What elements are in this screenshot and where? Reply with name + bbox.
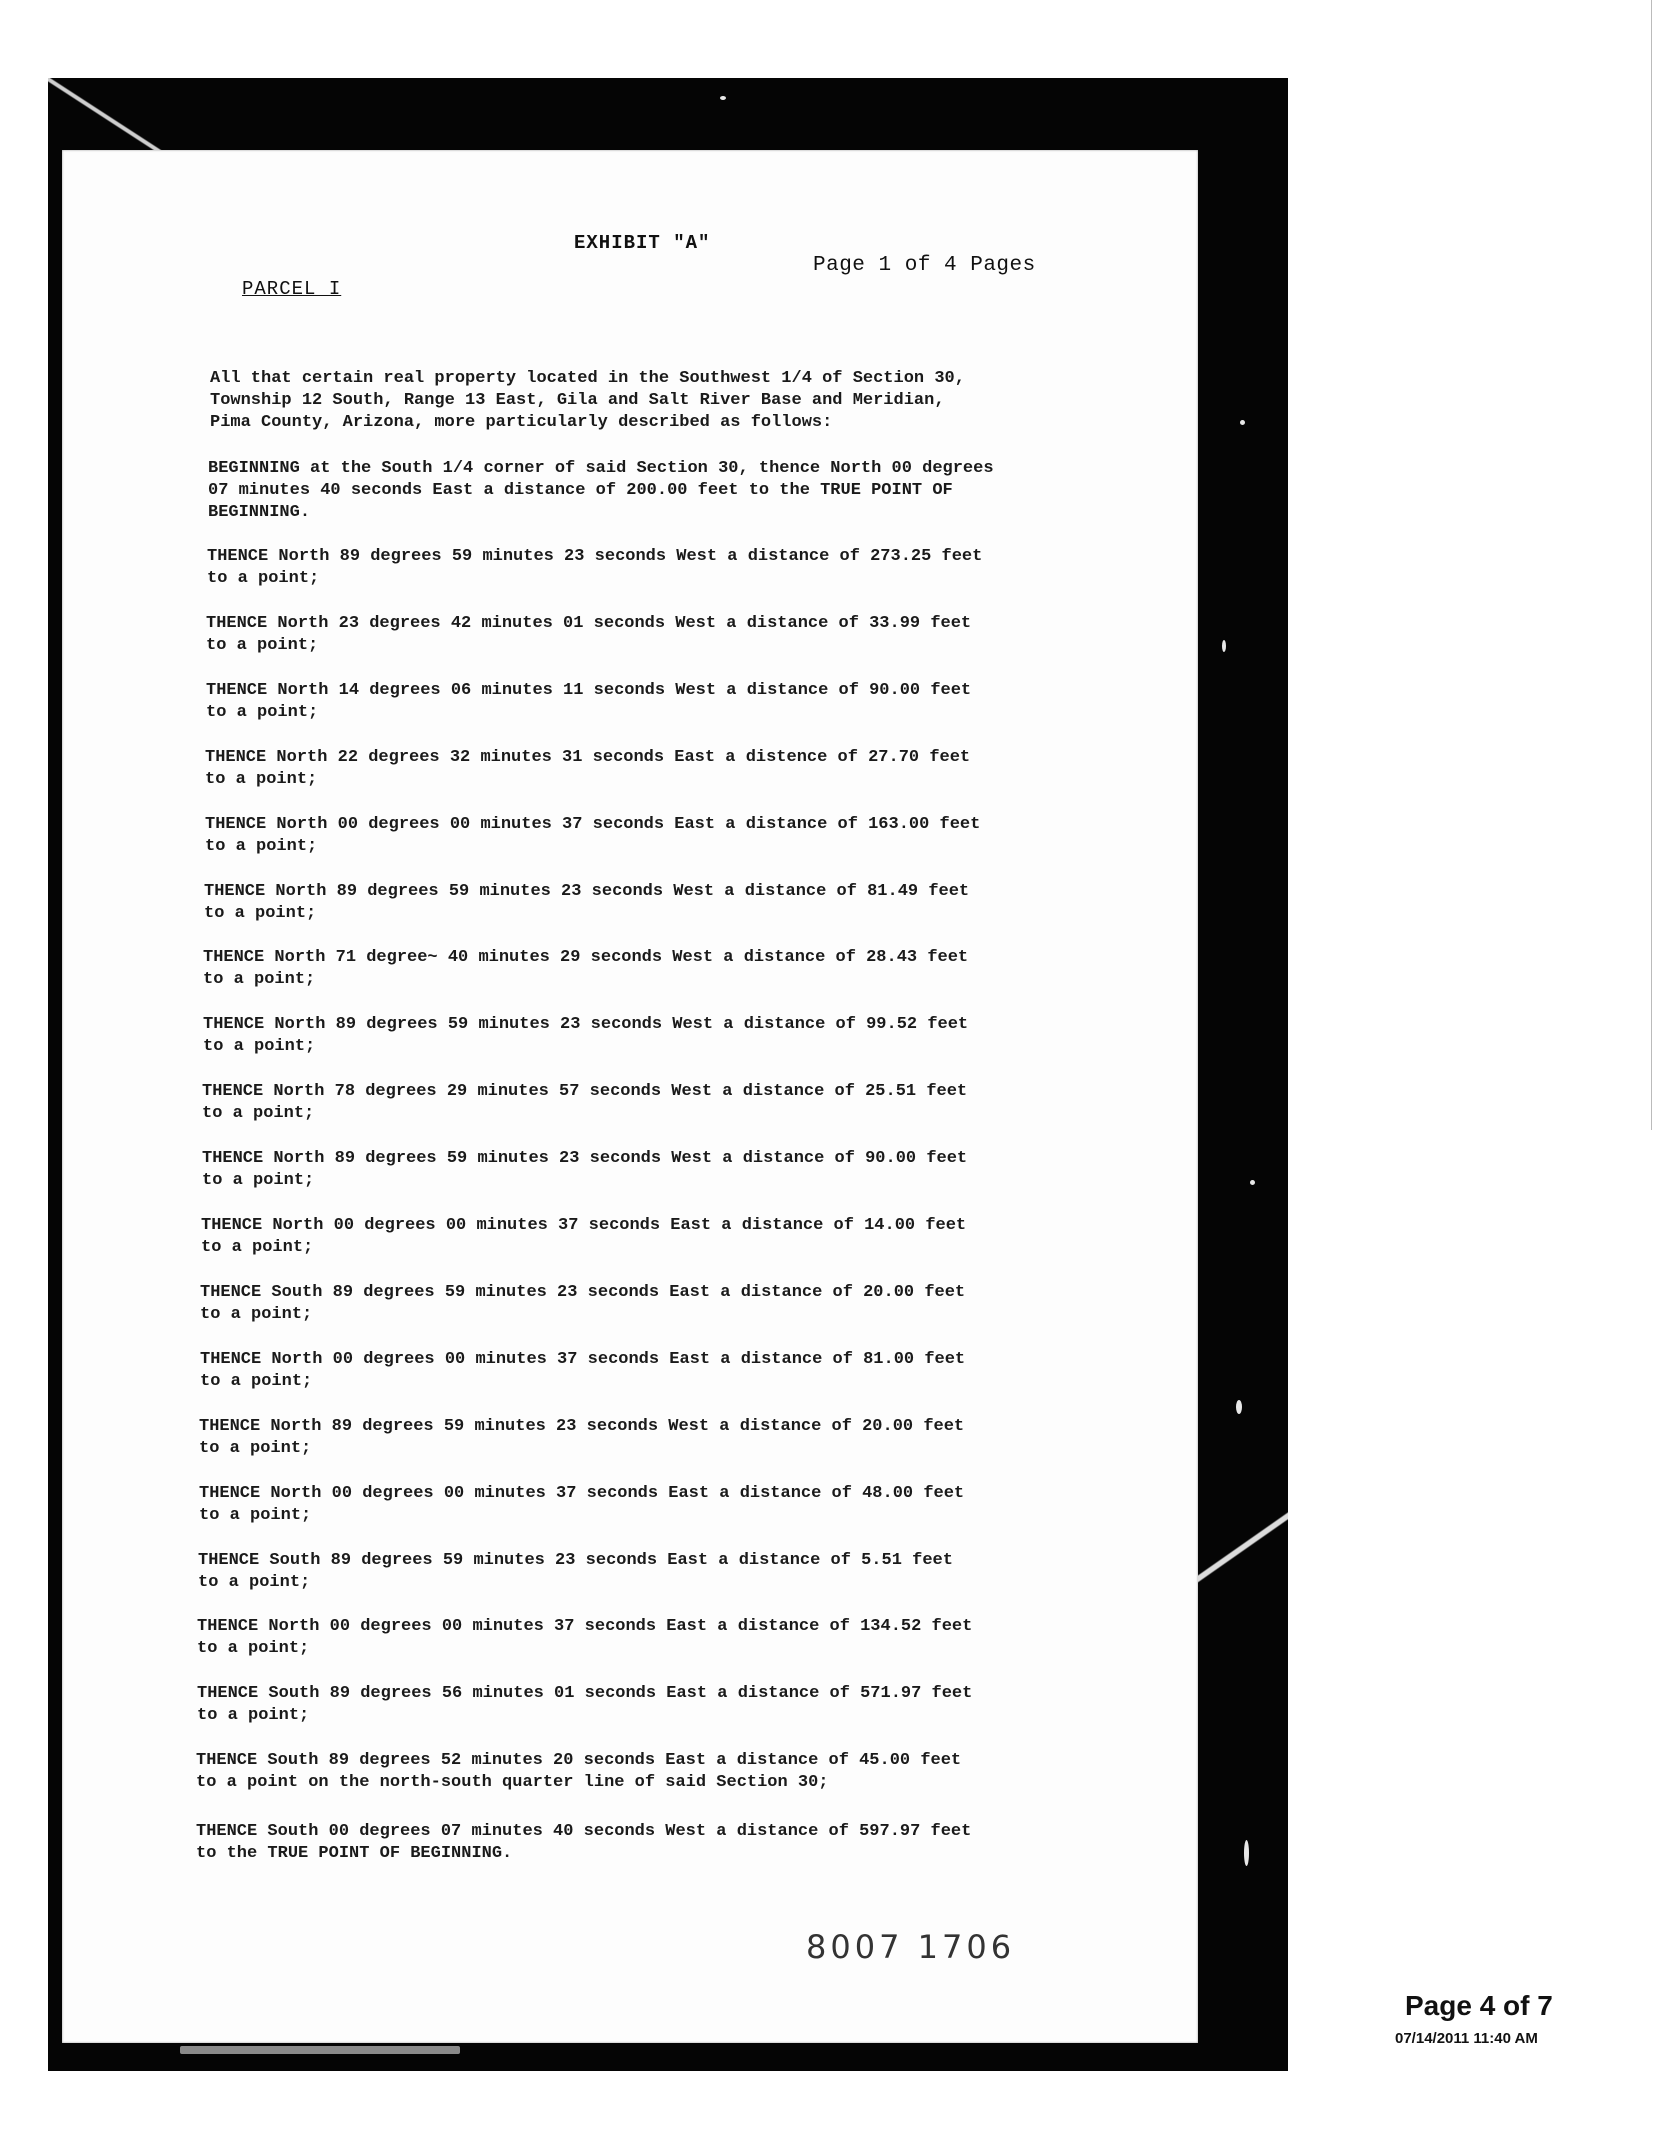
- thence-call: THENCE North 89 degrees 59 minutes 23 seconds West a distance of 273.25 feet to a point;: [207, 547, 983, 588]
- thence-call: THENCE North 22 degrees 32 minutes 31 seconds East a distence of 27.70 feet to a point;: [205, 747, 971, 789]
- thence-call: THENCE North 78 degrees 29 minutes 57 seconds West a distance of 25.51 feet to a point;: [202, 1082, 968, 1124]
- thence-call: THENCE North 00 degrees 00 minutes 37 seconds East a distance of 134.52 feet to a point;: [197, 1617, 973, 1659]
- thence-call: THENCE South 00 degrees 07 minutes 40 seconds West a distance of 597.97 feet to the TRUE POINT OF BEGINNING.: [196, 1822, 972, 1864]
- thence-call: THENCE North 89 degrees 59 minutes 23 seconds West a distance of 99.52 feet to a point;: [203, 1015, 969, 1057]
- scan-speck: [180, 2046, 460, 2054]
- scan-speck: [720, 96, 726, 100]
- scan-speck: [1240, 420, 1245, 425]
- scan-speck: [1222, 640, 1226, 652]
- thence-call: THENCE North 00 degrees 00 minutes 37 seconds East a distance of 14.00 feet to a point;: [201, 1216, 967, 1257]
- parcel-heading: PARCEL I: [242, 278, 342, 300]
- exhibit-title: EXHIBIT "A": [574, 232, 711, 254]
- right-margin-rule: [1651, 0, 1652, 1130]
- thence-call: THENCE South 89 degrees 59 minutes 23 seconds East a distance of 5.51 feet to a point;: [198, 1550, 953, 1592]
- thence-call: THENCE North 89 degrees 59 minutes 23 seconds West a distance of 20.00 feet to a point;: [199, 1416, 965, 1458]
- thence-call: THENCE North 89 degrees 59 minutes 23 seconds West a distance of 90.00 feet to a point;: [202, 1149, 968, 1191]
- thence-call: THENCE North 00 degrees 00 minutes 37 seconds East a distance of 48.00 feet to a point;: [199, 1483, 965, 1525]
- thence-call: THENCE North 00 degrees 00 minutes 37 seconds East a distance of 163.00 feet to a point;: [205, 814, 981, 856]
- document-number: 8007 1706: [806, 1928, 1016, 1966]
- scan-artifact-right: [1188, 1500, 1288, 1600]
- thence-call: THENCE South 89 degrees 59 minutes 23 seconds East a distance of 20.00 feet to a point;: [200, 1282, 966, 1324]
- thence-call: THENCE North 14 degrees 06 minutes 11 seconds West a distance of 90.00 feet to a point;: [206, 680, 972, 722]
- thence-call: THENCE South 89 degrees 56 minutes 01 seconds East a distance of 571.97 feet to a point;: [197, 1684, 973, 1726]
- beginning-paragraph: BEGINNING at the South 1/4 corner of said Section 30, thence North 00 degrees 07 minutes 40 seconds East a distance of 200.00 feet to the TRUE POINT OF BEGINNING.: [208, 459, 994, 522]
- scan-artifact-top-left: [48, 78, 168, 158]
- thence-call: THENCE South 89 degrees 52 minutes 20 seconds East a distance of 45.00 feet to a point on the north-south quarter line of said Section 30;: [196, 1751, 962, 1793]
- thence-call: THENCE North 00 degrees 00 minutes 37 seconds East a distance of 81.00 feet to a point;: [200, 1349, 966, 1391]
- scan-speck: [1250, 1180, 1255, 1185]
- thence-call: THENCE North 89 degrees 59 minutes 23 seconds West a distance of 81.49 feet to a point;: [204, 881, 970, 923]
- footer-page-count: Page 4 of 7: [1405, 1990, 1553, 2021]
- thence-call: THENCE North 23 degrees 42 minutes 01 seconds West a distance of 33.99 feet to a point;: [206, 613, 972, 655]
- thence-call: THENCE North 71 degree~ 40 minutes 29 seconds West a distance of 28.43 feet to a point;: [203, 948, 969, 990]
- scan-speck: [1244, 1840, 1249, 1866]
- intro-paragraph: All that certain real property located in the Southwest 1/4 of Section 30, Township 12 South, Range 13 East, Gila and Salt River Base and Meridian, Pima County, Arizona, more particularly described as follows:: [210, 369, 965, 432]
- footer-timestamp: 07/14/2011 11:40 AM: [1395, 2030, 1538, 2047]
- scan-speck: [1236, 1400, 1242, 1414]
- document-page-label: Page 1 of 4 Pages: [813, 254, 1036, 277]
